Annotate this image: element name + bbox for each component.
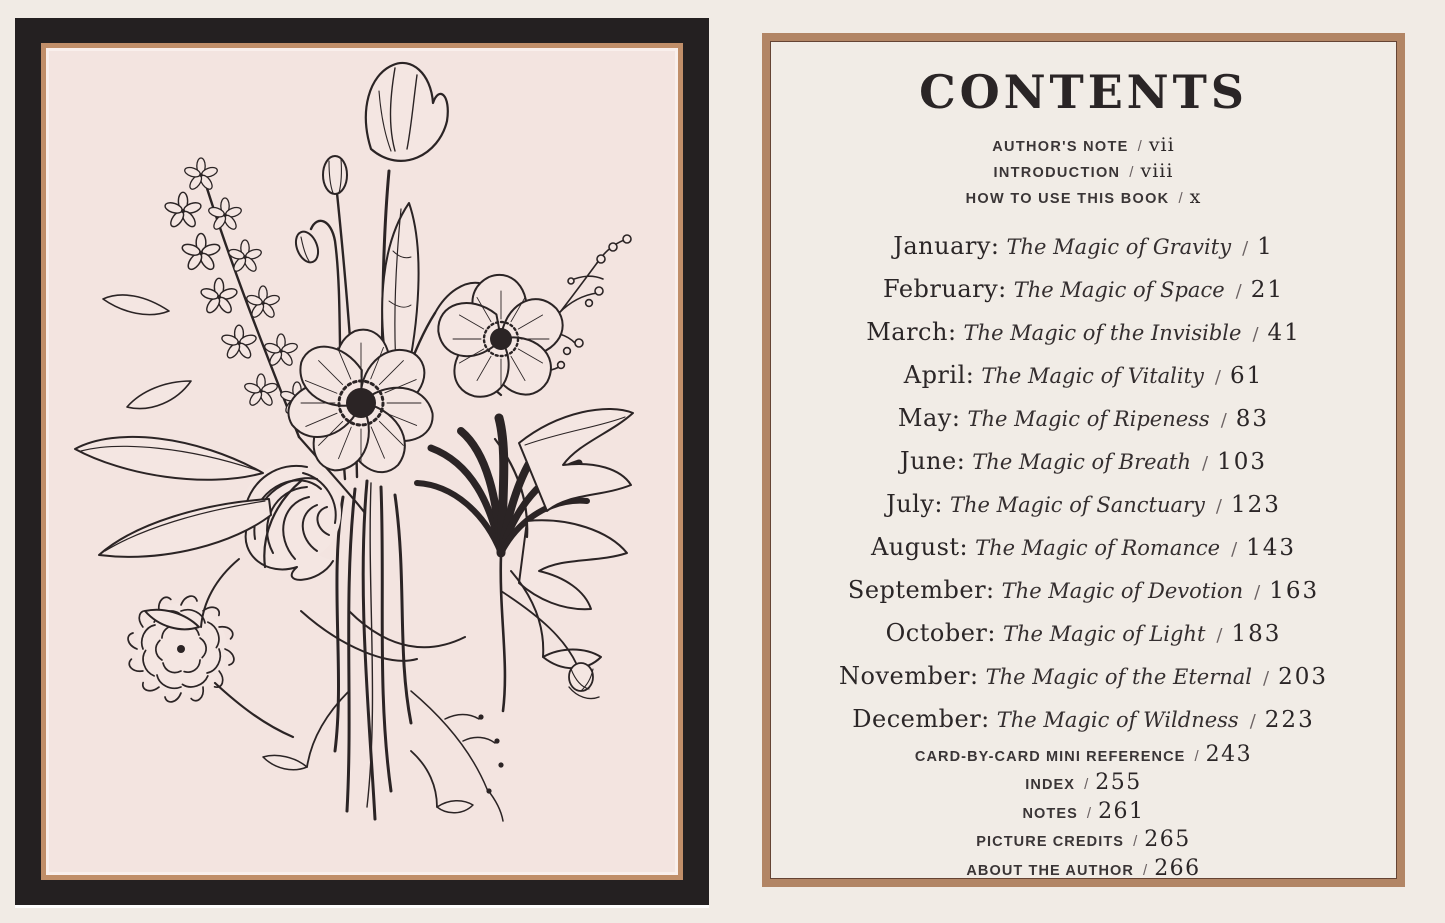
separator: /: [1215, 496, 1222, 517]
chapter-month: March:: [866, 318, 957, 346]
separator: /: [1214, 367, 1221, 388]
toc-chapter-row: [839, 656, 1328, 699]
illustration-panel: [41, 43, 683, 880]
chapter-page-number: 61: [1229, 363, 1264, 389]
chapter-month: February:: [882, 275, 1007, 303]
right-foliage-drawing: [495, 409, 633, 668]
back-page-number: 265: [1144, 827, 1191, 853]
back-page-number: 266: [1154, 855, 1201, 881]
front-label: HOW TO USE THIS BOOK: [965, 191, 1170, 207]
chapter-subtitle: The Magic of the Invisible: [963, 321, 1242, 345]
toc-chapter-row: [839, 355, 1328, 398]
separator: /: [1263, 668, 1270, 689]
botanical-bouquet-illustration: [49, 51, 675, 872]
front-page-number: x: [1189, 186, 1202, 208]
separator: /: [1143, 861, 1148, 879]
back-label: PICTURE CREDITS: [976, 834, 1125, 851]
chapter-subtitle: The Magic of Wildness: [996, 708, 1239, 732]
toc-chapter-row: [839, 484, 1328, 527]
separator: /: [1202, 453, 1209, 474]
separator: /: [1220, 410, 1227, 431]
back-matter-list: [915, 742, 1252, 884]
chapter-month: January:: [893, 232, 1000, 260]
front-label: AUTHOR'S NOTE: [992, 139, 1129, 155]
chapter-month: December:: [852, 705, 990, 733]
back-label: ABOUT THE AUTHOR: [966, 862, 1135, 879]
chapter-month: July:: [886, 490, 943, 518]
chapter-page-number: 83: [1235, 406, 1270, 432]
separator: /: [1178, 190, 1183, 207]
toc-back-row: [915, 770, 1252, 798]
chapter-list: [839, 226, 1328, 742]
chapter-month: April:: [903, 361, 975, 389]
chapter-month: June:: [899, 447, 966, 475]
chapter-page-number: 143: [1246, 535, 1297, 561]
separator: /: [1129, 164, 1134, 181]
separator: /: [1235, 281, 1242, 302]
chapter-subtitle: The Magic of Sanctuary: [949, 493, 1205, 517]
back-label: NOTES: [1022, 805, 1078, 822]
separator: /: [1242, 238, 1249, 259]
toc-chapter-row: [839, 613, 1328, 656]
chapter-subtitle: The Magic of Light: [1002, 622, 1206, 646]
toc-chapter-row: [839, 312, 1328, 355]
chapter-subtitle: The Magic of Space: [1013, 278, 1225, 302]
separator: /: [1137, 138, 1142, 155]
toc-chapter-row: [839, 398, 1328, 441]
chapter-subtitle: The Magic of Gravity: [1006, 235, 1232, 259]
chapter-page-number: 183: [1231, 621, 1282, 647]
toc-back-row: [915, 799, 1252, 827]
toc-block: [770, 41, 1397, 879]
chapter-page-number: 1: [1257, 234, 1274, 260]
toc-front-row: [966, 159, 1202, 185]
chapter-month: September:: [847, 576, 995, 604]
chapter-page-number: 123: [1231, 492, 1281, 518]
back-page-number: 261: [1098, 798, 1145, 824]
contents-page: [762, 33, 1405, 887]
chapter-page-number: 103: [1217, 449, 1268, 475]
illustration-frame: [15, 18, 709, 905]
separator: /: [1249, 711, 1256, 732]
toc-chapter-row: [839, 226, 1328, 269]
chapter-page-number: 163: [1269, 578, 1320, 604]
toc-chapter-row: [839, 699, 1328, 742]
toc-back-row: [915, 827, 1252, 855]
back-label: CARD-BY-CARD MINI REFERENCE: [914, 749, 1186, 765]
chapter-month: November:: [839, 662, 979, 690]
toc-front-row: [966, 185, 1202, 211]
chapter-month: October:: [885, 619, 996, 647]
separator: /: [1133, 833, 1138, 851]
chapter-page-number: 203: [1278, 664, 1328, 690]
separator: /: [1252, 324, 1259, 345]
toc-back-row: [915, 856, 1252, 884]
left-leaves-drawing: [75, 437, 301, 629]
anemone-drawing: [431, 275, 570, 408]
page-title: CONTENTS: [919, 65, 1248, 119]
toc-chapter-row: [839, 570, 1328, 613]
front-page-number: viii: [1140, 160, 1174, 182]
separator: /: [1084, 776, 1089, 794]
separator: /: [1216, 625, 1223, 646]
chapter-month: August:: [870, 533, 969, 561]
chapter-subtitle: The Magic of Vitality: [981, 364, 1204, 388]
chapter-page-number: 223: [1264, 707, 1315, 733]
front-label: INTRODUCTION: [993, 165, 1121, 181]
chapter-page-number: 21: [1250, 277, 1284, 303]
toc-front-row: [966, 133, 1202, 159]
chapter-page-number: 41: [1267, 320, 1301, 346]
chapter-subtitle: The Magic of Breath: [972, 450, 1192, 474]
toc-chapter-row: [839, 269, 1328, 312]
chapter-month: May:: [897, 404, 961, 432]
separator: /: [1231, 539, 1238, 560]
back-page-number: 243: [1205, 742, 1253, 767]
separator: /: [1254, 582, 1261, 603]
toc-chapter-row: [839, 441, 1328, 484]
separator: /: [1086, 804, 1092, 822]
toc-chapter-row: [839, 527, 1328, 570]
chapter-subtitle: The Magic of the Eternal: [985, 665, 1253, 689]
front-page-number: vii: [1148, 134, 1175, 156]
back-label: INDEX: [1025, 777, 1076, 794]
chapter-subtitle: The Magic of Devotion: [1001, 579, 1244, 603]
front-matter-list: [966, 133, 1202, 211]
chapter-subtitle: The Magic of Romance: [975, 536, 1221, 560]
toc-back-row: [915, 742, 1252, 770]
back-page-number: 255: [1095, 770, 1142, 796]
chapter-subtitle: The Magic of Ripeness: [967, 407, 1210, 431]
separator: /: [1194, 748, 1199, 765]
